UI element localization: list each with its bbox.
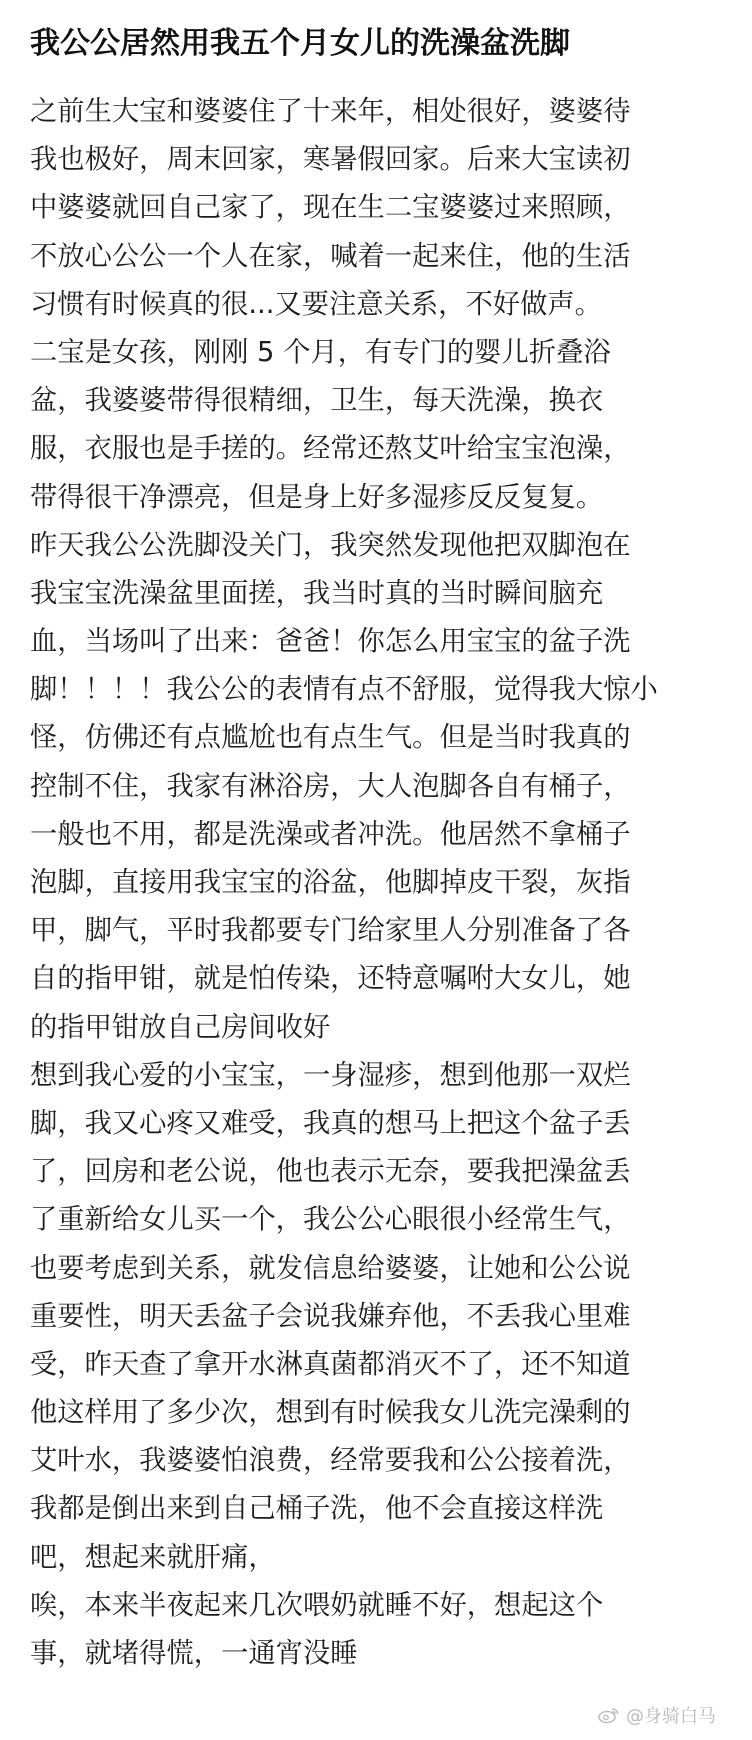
body-line: 之前生大宝和婆婆住了十来年，相处很好，婆婆待 — [30, 96, 631, 127]
weibo-logo-icon — [598, 1706, 620, 1724]
post-body — [30, 88, 724, 1678]
body-line: 不放心公公一个人在家，喊着一起来住，他的生活 — [30, 240, 631, 272]
body-line: 我也极好，周末回家，寒暑假回家。后来大宝读初 — [30, 144, 631, 176]
body-line: 受，昨天查了拿开水淋真菌都消灭不了，还不知道 — [30, 1348, 631, 1380]
body-line: 二宝是女孩，刚刚 5 个月，有专门的婴儿折叠浴 — [30, 336, 611, 368]
post — [30, 22, 724, 1678]
body-line: 带得很干净漂亮，但是身上好多湿疹反反复复。 — [30, 481, 604, 513]
body-line: 脚，我又心疼又难受，我真的想马上把这个盆子丢 — [30, 1107, 631, 1139]
body-line: 了重新给女儿买一个，我公公心眼很小经常生气， — [30, 1204, 631, 1236]
body-line: 甲，脚气，平时我都要专门给家里人分别准备了各 — [30, 915, 631, 947]
body-line: 昨天我公公洗脚没关门，我突然发现他把双脚泡在 — [30, 529, 631, 561]
body-line: 他这样用了多少次，想到有时候我女儿洗完澡剩的 — [30, 1397, 631, 1429]
body-line: 脚！！！！我公公的表情有点不舒服，觉得我大惊小 — [30, 674, 658, 706]
body-line: 血，当场叫了出来：爸爸！你怎么用宝宝的盆子洗 — [30, 626, 631, 658]
body-line: 了，回房和老公说，他也表示无奈，要我把澡盆丢 — [30, 1156, 631, 1188]
body-line: 艾叶水，我婆婆怕浪费，经常要我和公公接着洗， — [30, 1445, 631, 1477]
body-line: 泡脚，直接用我宝宝的浴盆，他脚掉皮干裂，灰指 — [30, 867, 631, 898]
body-line: 重要性，明天丢盆子会说我嫌弃他，不丢我心里难 — [30, 1300, 631, 1332]
body-line: 也要考虑到关系，就发信息给婆婆，让她和公公说 — [30, 1252, 631, 1284]
body-line: 我宝宝洗澡盆里面搓，我当时真的当时瞬间脑充 — [30, 577, 604, 609]
body-line: 习惯有时候真的很...又要注意关系，不好做声。 — [30, 288, 602, 320]
body-line: 盆，我婆婆带得很精细，卫生，每天洗澡，换衣 — [30, 385, 604, 417]
body-line: 的指甲钳放自己房间收好 — [30, 1011, 331, 1043]
body-line: 自的指甲钳，就是怕传染，还特意嘱咐大女儿，她 — [30, 963, 631, 995]
body-line: 唉，本来半夜起来几次喂奶就睡不好，想起这个 — [30, 1589, 604, 1621]
body-line: 服，衣服也是手搓的。经常还熬艾叶给宝宝泡澡， — [30, 433, 631, 465]
body-line: 一般也不用，都是洗澡或者冲洗。他居然不拿桶子 — [30, 818, 631, 850]
body-line: 中婆婆就回自己家了，现在生二宝婆婆过来照顾， — [30, 192, 631, 224]
body-line: 我都是倒出来到自己桶子洗，他不会直接这样洗 — [30, 1493, 604, 1525]
watermark — [598, 1702, 716, 1728]
body-line: 事，就堵得慌，一通宵没睡 — [30, 1638, 358, 1669]
body-line: 吧，想起来就肝痛， — [30, 1541, 276, 1573]
watermark-text: @身骑白马 — [626, 1706, 716, 1727]
body-line: 想到我心爱的小宝宝，一身湿疹，想到他那一双烂 — [30, 1059, 631, 1091]
body-line: 怪，仿佛还有点尴尬也有点生气。但是当时我真的 — [30, 722, 631, 754]
body-line: 控制不住，我家有淋浴房，大人泡脚各自有桶子， — [30, 770, 631, 802]
post-title: 我公公居然用我五个月女儿的洗澡盆洗脚 — [30, 26, 570, 61]
